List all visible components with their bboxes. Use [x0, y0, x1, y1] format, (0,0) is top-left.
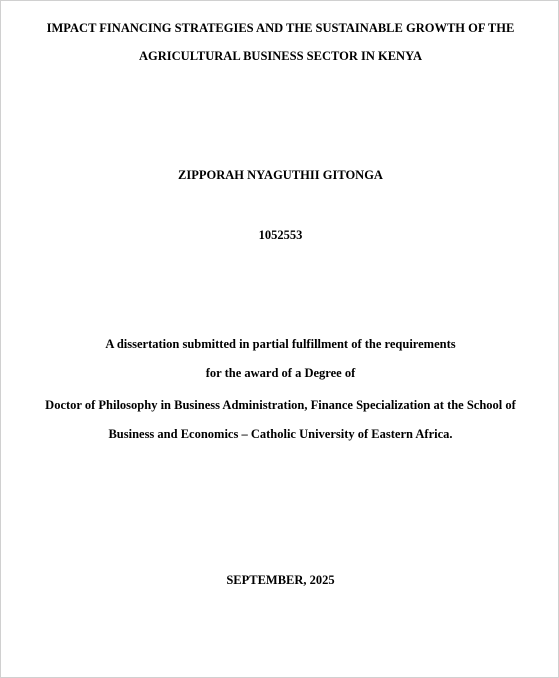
dissertation-statement-line-4: Business and Economics – Catholic University of Eastern Africa.	[108, 427, 453, 441]
dissertation-statement-line-1: A dissertation submitted in partial fulfillment of the requirements	[105, 337, 456, 351]
dissertation-statement-line-2: for the award of a Degree of	[205, 366, 356, 380]
title-line-1: IMPACT FINANCING STRATEGIES AND THE SUSTAINABLE GROWTH OF THE	[46, 21, 515, 35]
dissertation-statement-line-3: Doctor of Philosophy in Business Administration, Finance Specialization at the School of	[45, 398, 516, 412]
author-name: ZIPPORAH NYAGUTHII GITONGA	[178, 168, 383, 182]
submission-date: SEPTEMBER, 2025	[226, 573, 335, 587]
student-id: 1052553	[258, 228, 303, 242]
title-line-2: AGRICULTURAL BUSINESS SECTOR IN KENYA	[139, 49, 422, 63]
